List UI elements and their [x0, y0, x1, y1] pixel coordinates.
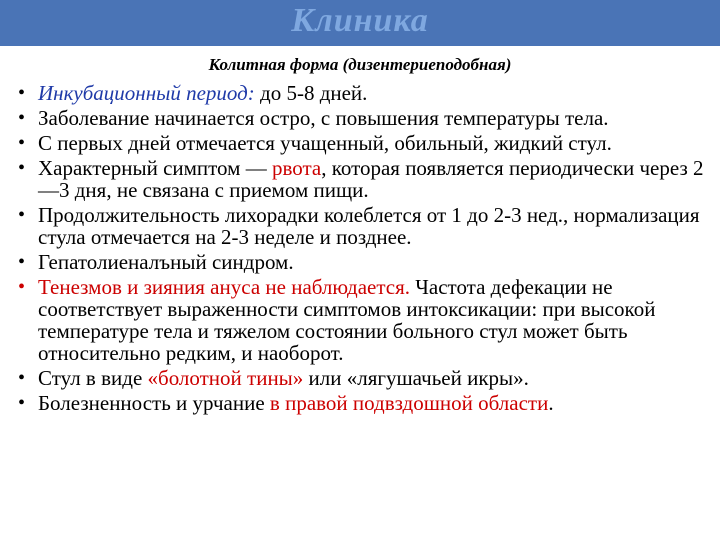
hepatolienal-text: Гепатолиеналъный синдром.	[38, 250, 294, 274]
tenesmus-keyword: Тенезмов и зияния ануса не наблюдается.	[38, 275, 411, 299]
vomiting-rest: , которая появляется периодически через 2—3 дня, не связана с приемом пищи.	[38, 156, 704, 202]
bullet-dot-icon: •	[18, 82, 26, 104]
stool-text: С первых дней отмечается учащенный, обильный, жидкий стул.	[38, 131, 612, 155]
bullet-dot-icon: •	[18, 276, 26, 298]
vomiting-keyword: рвота	[271, 156, 322, 180]
bullet-tenderness	[18, 392, 714, 414]
slide-title: Клиника	[291, 2, 429, 39]
slide-subtitle: Колитная форма (дизентериеподобная)	[208, 55, 512, 74]
bullet-fever	[18, 204, 714, 248]
bullet-onset	[18, 107, 714, 129]
bullet-dot-icon: •	[18, 107, 26, 129]
tenesmus-rest: Частота дефекации не соответствует выраженности симптомов интоксикации: при высокой температуре тела и тяжелом состоянии больного стул может быть относительно редким, и наоборот.	[38, 275, 656, 365]
bullet-vomiting	[18, 157, 714, 201]
appearance-rest: или «лягушачьей икры».	[303, 366, 529, 390]
fever-text: Продолжительность лихорадки колеблется от 1 до 2-3 нед., нормализация стула отмечается на 2-3 неделе и позднее.	[38, 203, 700, 249]
bullet-list	[18, 82, 714, 417]
tenderness-intro: Болезненность и урчание	[38, 391, 270, 415]
bullet-hepatolienal	[18, 251, 714, 273]
bullet-dot-icon: •	[18, 251, 26, 273]
bullet-dot-icon: •	[18, 132, 26, 154]
tenderness-keyword: в правой подвздошной области	[269, 391, 549, 415]
bullet-tenesmus	[18, 276, 714, 364]
bullet-stool	[18, 132, 714, 154]
incubation-label: Инкубационный период:	[38, 81, 255, 105]
bullet-incubation	[18, 82, 714, 104]
tenderness-rest: .	[548, 391, 554, 415]
appearance-keyword: «болотной тины»	[147, 366, 304, 390]
bullet-dot-icon: •	[18, 204, 26, 226]
incubation-value: до 5-8 дней.	[254, 81, 368, 105]
appearance-intro: Стул в виде	[38, 366, 148, 390]
bullet-dot-icon: •	[18, 392, 26, 414]
bullet-dot-icon: •	[18, 367, 26, 389]
bullet-dot-icon: •	[18, 157, 26, 179]
bullet-stool-appearance	[18, 367, 714, 389]
vomiting-intro: Характерный симптом —	[38, 156, 272, 180]
onset-text: Заболевание начинается остро, с повышения температуры тела.	[38, 106, 609, 130]
